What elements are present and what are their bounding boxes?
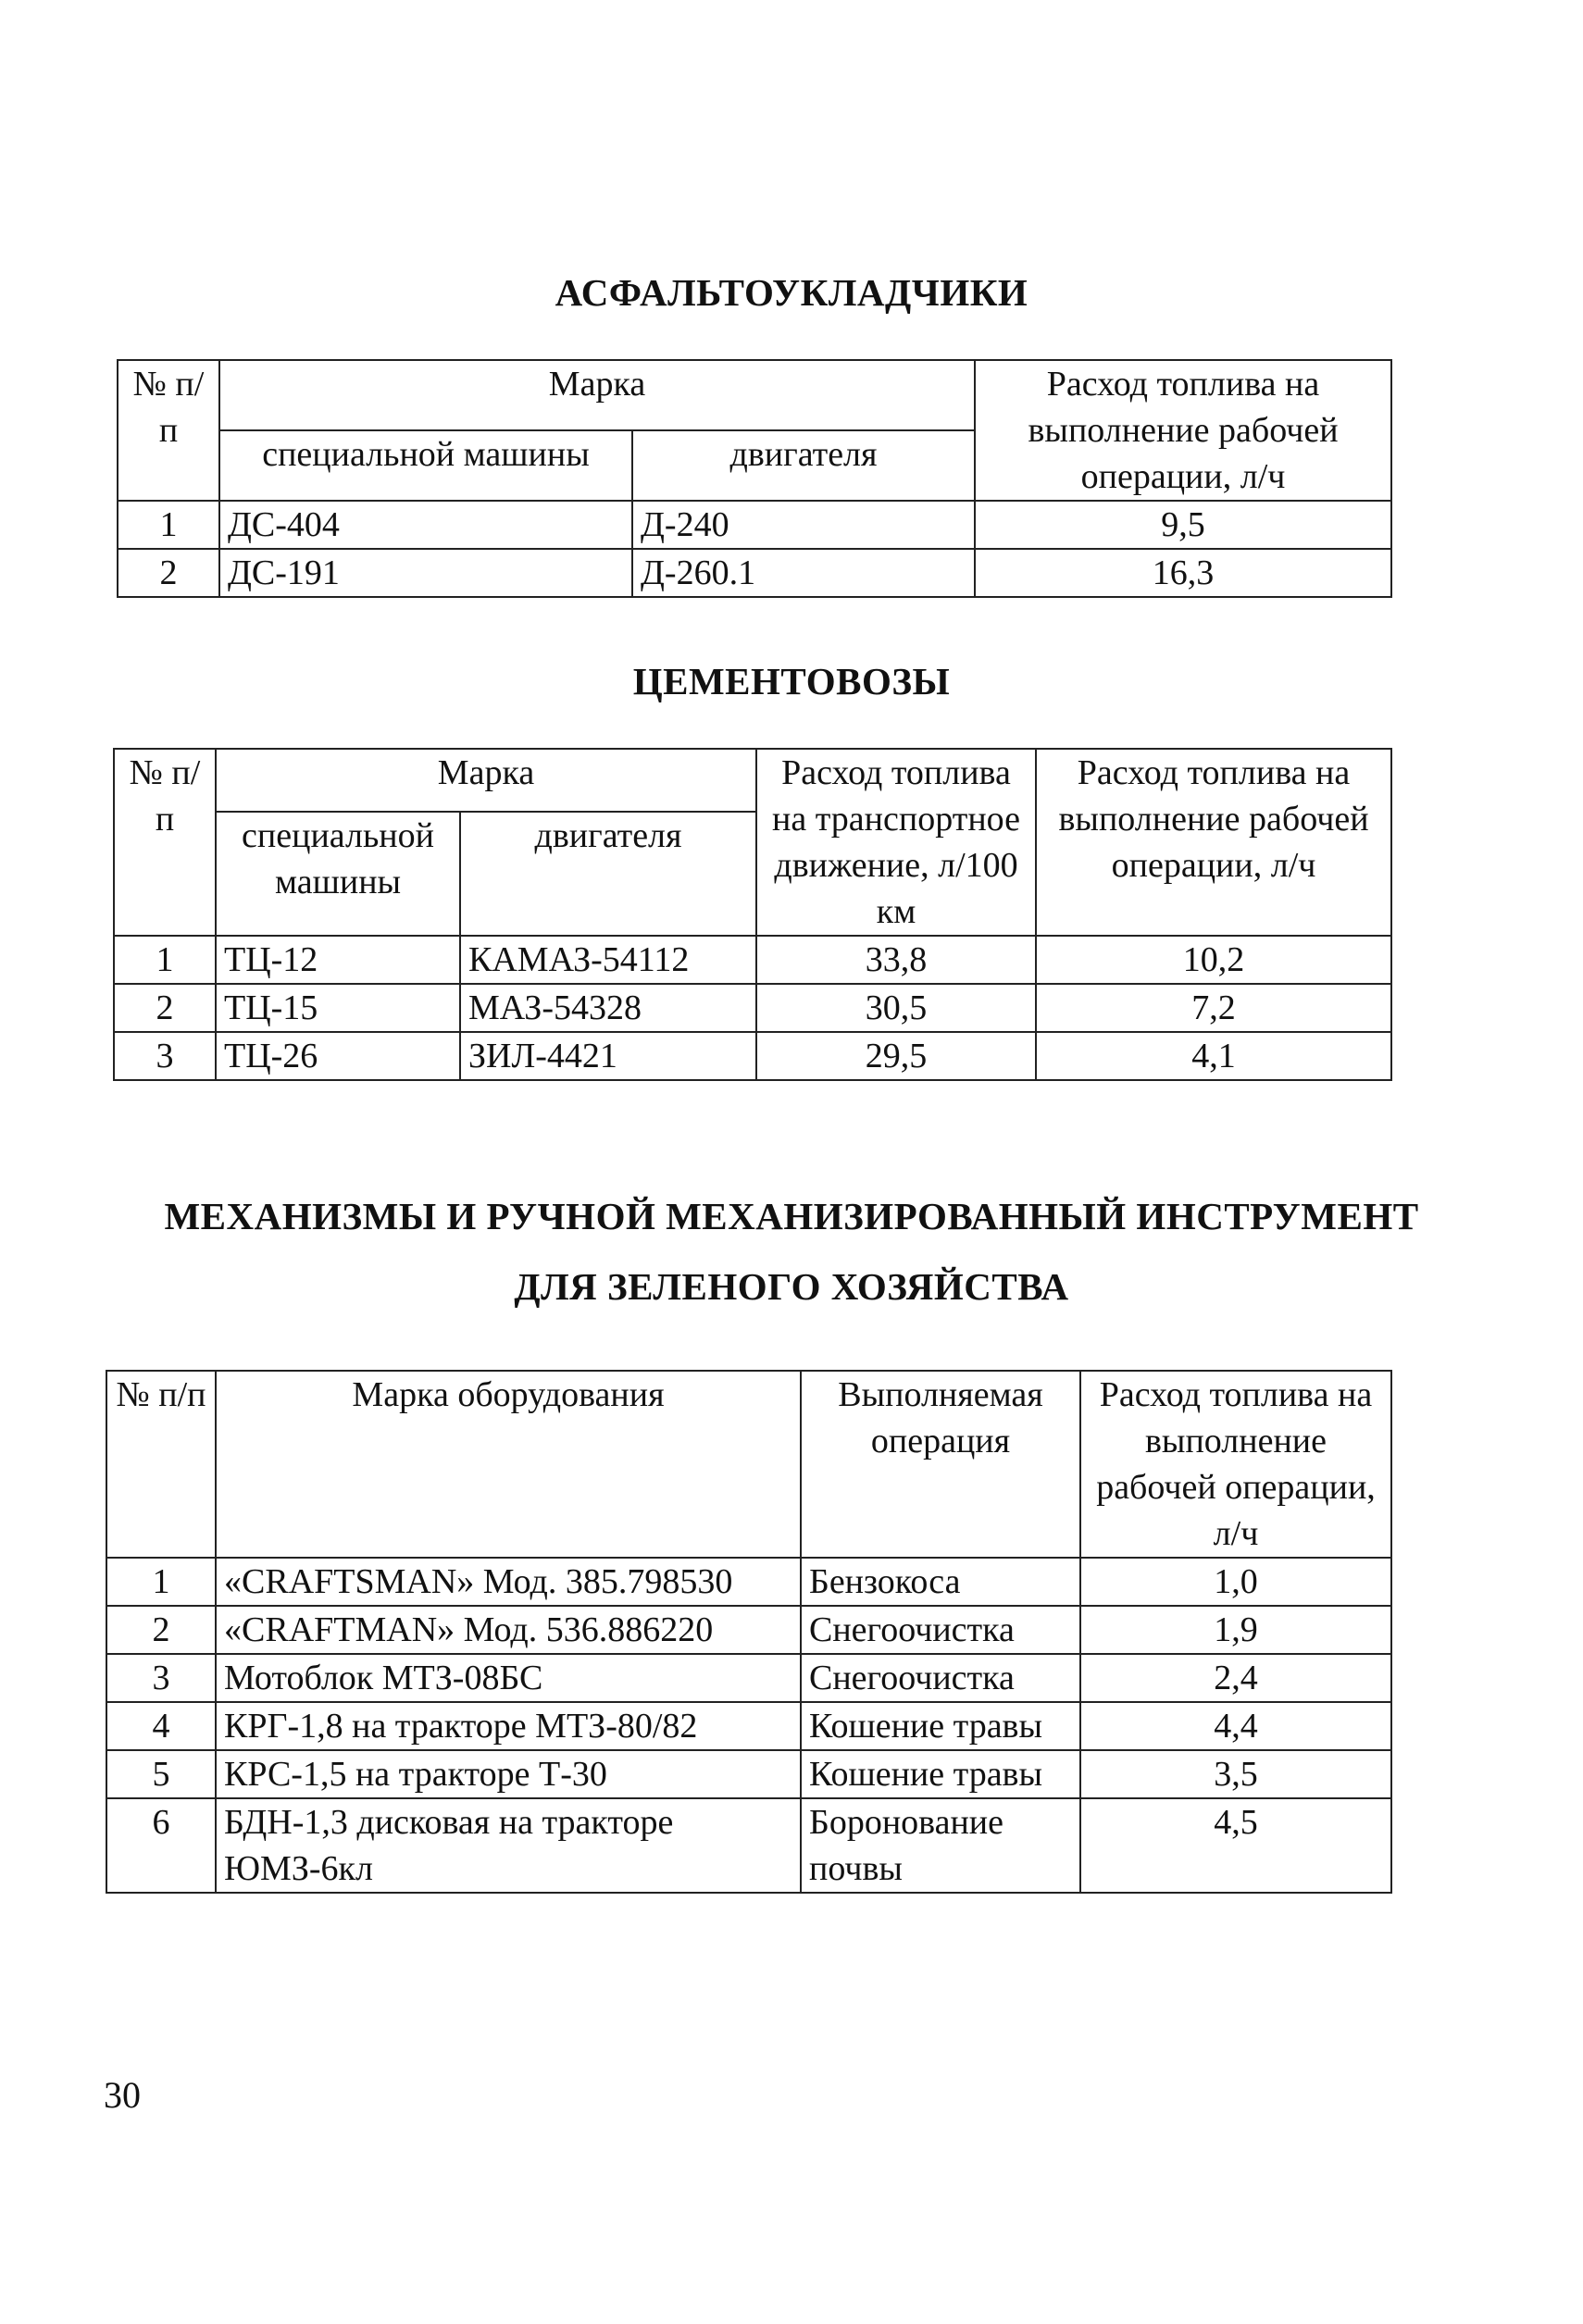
table-row [106,1654,1391,1702]
header-mark: Марка [216,749,756,812]
cell-machine: ДС-404 [219,501,632,549]
table-row [114,936,1391,984]
table-row [114,984,1391,1032]
cell-fuel-work: 16,3 [975,549,1391,597]
cell-operation: Кошение травы [801,1702,1080,1750]
header-machine: специальной машины [219,430,632,501]
cell-engine: Д-240 [632,501,975,549]
cell-fuel-work: 3,5 [1080,1750,1391,1798]
header-fuel-work: Расход топлива на выполнение рабочей операции, л/ч [1036,749,1391,936]
cell-num: 2 [118,549,219,597]
cell-operation: Бензокоса [801,1558,1080,1606]
cell-fuel-work: 9,5 [975,501,1391,549]
table-row [106,1750,1391,1798]
cell-equipment: БДН-1,3 дисковая на тракторе ЮМЗ-6кл [216,1798,801,1893]
cell-equipment: «CRAFTSMAN» Мод. 385.798530 [216,1558,801,1606]
header-num: № п/п [118,360,219,501]
table-row [106,1702,1391,1750]
table-row [114,1032,1391,1080]
page-number: 30 [104,2074,141,2116]
cell-operation: Снегоочистка [801,1606,1080,1654]
cell-num: 3 [106,1654,216,1702]
cell-operation: Кошение травы [801,1750,1080,1798]
header-engine: двигателя [632,430,975,501]
cement-title: ЦЕМЕНТОВОЗЫ [632,660,951,702]
cell-num: 1 [114,936,216,984]
table-header-row [118,360,1391,430]
cell-equipment: КРС-1,5 на тракторе Т-30 [216,1750,801,1798]
header-mark: Марка [219,360,975,430]
header-operation: Выполняемая операция [801,1371,1080,1558]
cell-machine: ТЦ-26 [216,1032,460,1080]
garden-title-line-1: МЕХАНИЗМЫ И РУЧНОЙ МЕХАНИЗИРОВАННЫЙ ИНСТРУМЕНТ [164,1195,1419,1237]
cell-num: 3 [114,1032,216,1080]
cell-fuel-work: 2,4 [1080,1654,1391,1702]
cell-engine: ЗИЛ-4421 [460,1032,756,1080]
table-row [118,549,1391,597]
cell-fuel-work: 1,9 [1080,1606,1391,1654]
header-fuel-transport: Расход топлива на транспортное движение, л/100 км [756,749,1036,936]
cell-num: 4 [106,1702,216,1750]
cell-engine: Д-260.1 [632,549,975,597]
table-header-row [114,749,1391,812]
cell-fuel-work: 4,4 [1080,1702,1391,1750]
header-fuel-work: Расход топлива на выполнение рабочей операции, л/ч [975,360,1391,501]
cell-num: 1 [106,1558,216,1606]
cell-num: 6 [106,1798,216,1893]
garden-title-line-2: ДЛЯ ЗЕЛЕНОГО ХОЗЯЙСТВА [514,1265,1069,1308]
header-equipment: Марка оборудования [216,1371,801,1558]
cell-num: 2 [114,984,216,1032]
cell-equipment: Мотоблок МТЗ-08БС [216,1654,801,1702]
cell-engine: МАЗ-54328 [460,984,756,1032]
cell-operation: Боронование почвы [801,1798,1080,1893]
table-row [118,501,1391,549]
header-fuel-work: Расход топлива на выполнение рабочей операции, л/ч [1080,1371,1391,1558]
cell-equipment: КРГ-1,8 на тракторе МТЗ-80/82 [216,1702,801,1750]
cement-table [113,748,1392,1081]
cell-fuel-work: 4,1 [1036,1032,1391,1080]
table-row [106,1606,1391,1654]
cell-machine: ТЦ-12 [216,936,460,984]
header-num: № п/п [106,1371,216,1558]
header-machine: специальной машины [216,812,460,936]
cell-fuel-work: 10,2 [1036,936,1391,984]
cell-num: 2 [106,1606,216,1654]
garden-table [106,1370,1392,1894]
cell-engine: КАМАЗ-54112 [460,936,756,984]
cell-machine: ДС-191 [219,549,632,597]
table-row [106,1558,1391,1606]
cell-operation: Снегоочистка [801,1654,1080,1702]
cell-fuel-transport: 29,5 [756,1032,1036,1080]
asphalt-title: АСФАЛЬТОУКЛАДЧИКИ [555,271,1028,314]
header-num: № п/п [114,749,216,936]
asphalt-table [117,359,1392,598]
cell-fuel-transport: 33,8 [756,936,1036,984]
cell-fuel-transport: 30,5 [756,984,1036,1032]
cell-fuel-work: 7,2 [1036,984,1391,1032]
table-row [106,1798,1391,1893]
cell-machine: ТЦ-15 [216,984,460,1032]
cell-fuel-work: 1,0 [1080,1558,1391,1606]
cell-num: 1 [118,501,219,549]
cell-num: 5 [106,1750,216,1798]
header-engine: двигателя [460,812,756,936]
table-header-row [106,1371,1391,1558]
cell-fuel-work: 4,5 [1080,1798,1391,1893]
cell-equipment: «CRAFTMAN» Мод. 536.886220 [216,1606,801,1654]
